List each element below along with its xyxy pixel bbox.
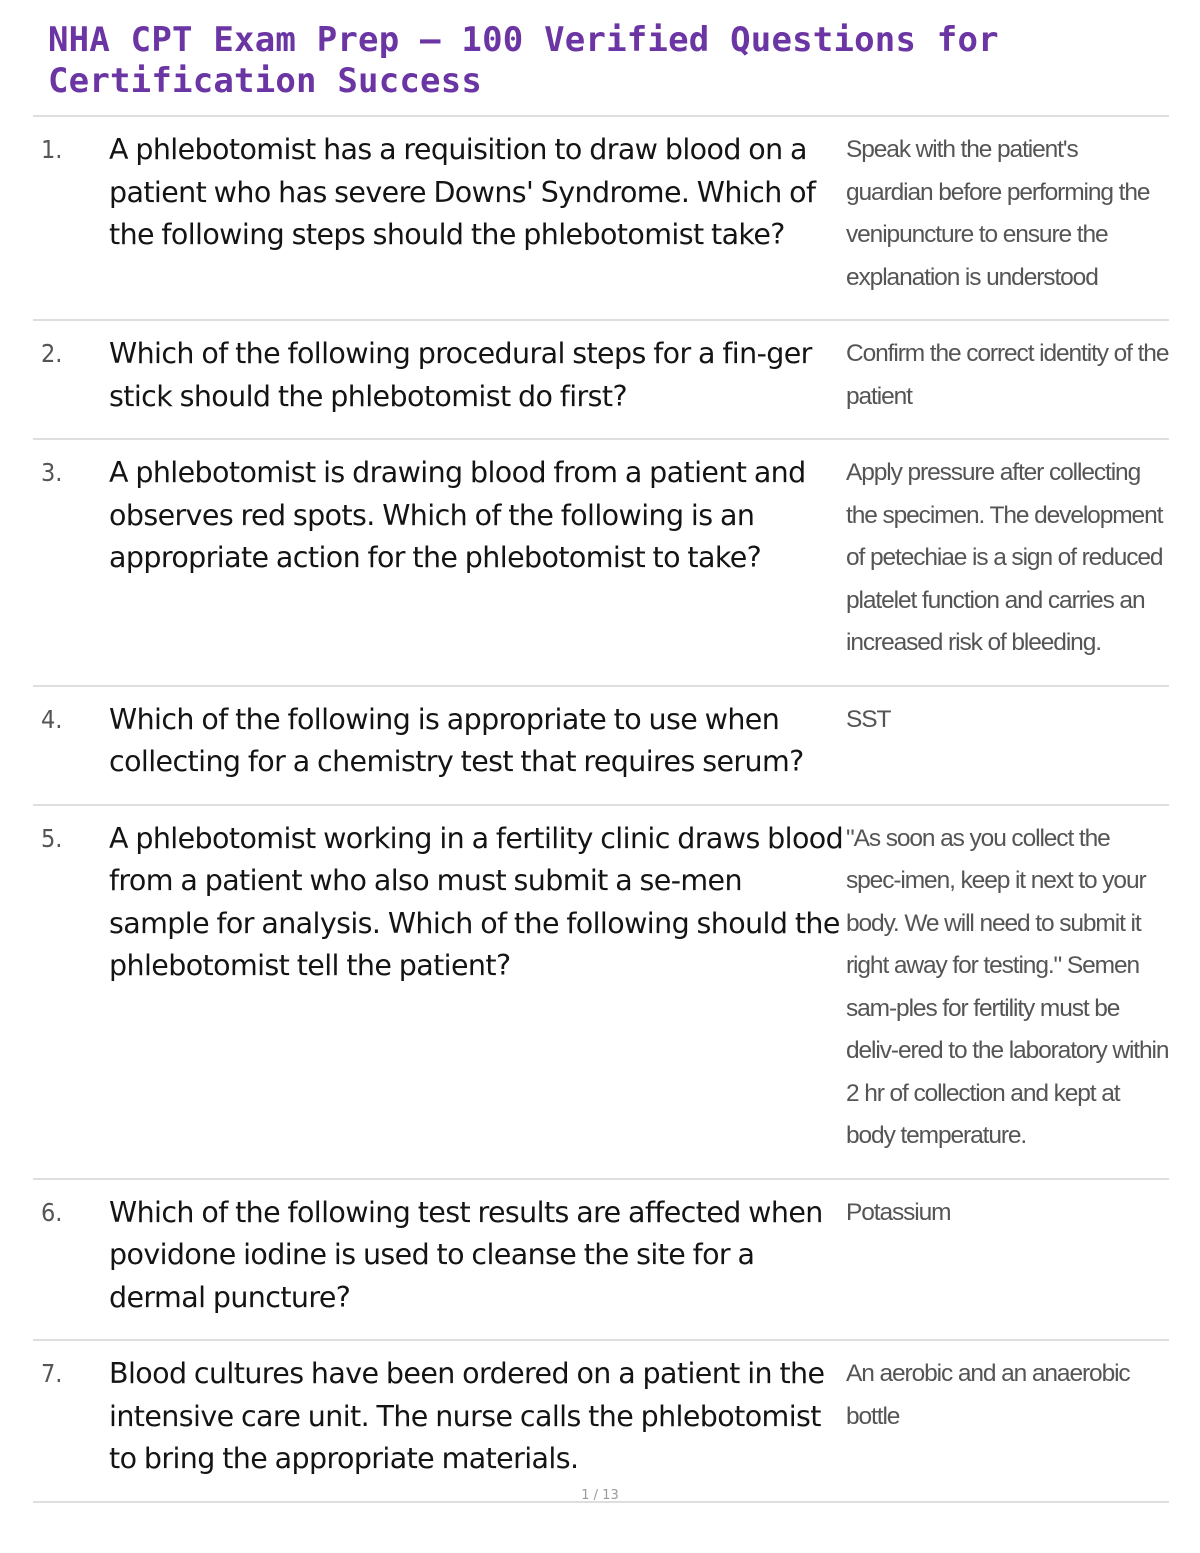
- question-text: Which of the following procedural steps for a fin-ger stick should the phlebotomist do first?: [109, 337, 812, 413]
- question-number: 3.: [41, 458, 63, 487]
- page-number: 1 / 13: [581, 1488, 619, 1503]
- question-number: 1.: [41, 135, 63, 164]
- page-title: NHA CPT Exam Prep – 100 Verified Questions for Certification Success: [48, 20, 999, 101]
- question-row: [33, 687, 1169, 806]
- question-number: 7.: [41, 1359, 63, 1388]
- question-list: [33, 117, 1169, 1503]
- answer-text: SST: [846, 705, 891, 733]
- question-row: [33, 117, 1169, 321]
- answer-text: "As soon as you collect the spec-imen, keep it next to your body. We will need to submit it right away for testing." Semen sam-ples for fertility must be deliv-ered to the laboratory within 2 hr of collection and kept at body temperature.: [846, 824, 1169, 1149]
- question-row: [33, 806, 1169, 1180]
- answer-text: Apply pressure after collecting the specimen. The development of petechiae is a sign of reduced platelet function and carries an increased risk of bleeding.: [846, 459, 1163, 656]
- question-row: [33, 1180, 1169, 1342]
- question-text: Which of the following is appropriate to use when collecting for a chemistry test that requires serum?: [109, 702, 804, 778]
- question-number: 2.: [41, 339, 63, 368]
- question-text: Blood cultures have been ordered on a patient in the intensive care unit. The nurse calls the phlebotomist to bring the appropriate materials.: [109, 1357, 825, 1475]
- answer-text: Potassium: [846, 1198, 951, 1226]
- question-number: 6.: [41, 1197, 63, 1227]
- answer-text: Confirm the correct identity of the patient: [846, 340, 1169, 410]
- question-row: [33, 440, 1169, 687]
- question-text: A phlebotomist has a requisition to draw blood on a patient who has severe Downs' Syndrome. Which of the following steps should the phlebotomist take?: [109, 133, 816, 251]
- question-text: A phlebotomist is drawing blood from a patient and observes red spots. Which of the following is an appropriate action for the phlebotomist to take?: [109, 456, 806, 574]
- question-text: Which of the following test results are affected when povidone iodine is used to cleanse the site for a dermal puncture?: [109, 1195, 823, 1314]
- answer-text: An aerobic and an anaerobic bottle: [846, 1360, 1130, 1430]
- question-number: 4.: [41, 704, 63, 734]
- question-text: A phlebotomist working in a fertility clinic draws blood from a patient who also must submit a se-men sample for analysis. Which of the following should the phlebotomist tell the patient?: [109, 821, 844, 982]
- question-number: 5.: [41, 823, 63, 853]
- answer-text: Speak with the patient's guardian before performing the venipuncture to ensure the explanation is understood: [846, 136, 1150, 291]
- question-row: [33, 321, 1169, 440]
- question-row: [33, 1341, 1169, 1503]
